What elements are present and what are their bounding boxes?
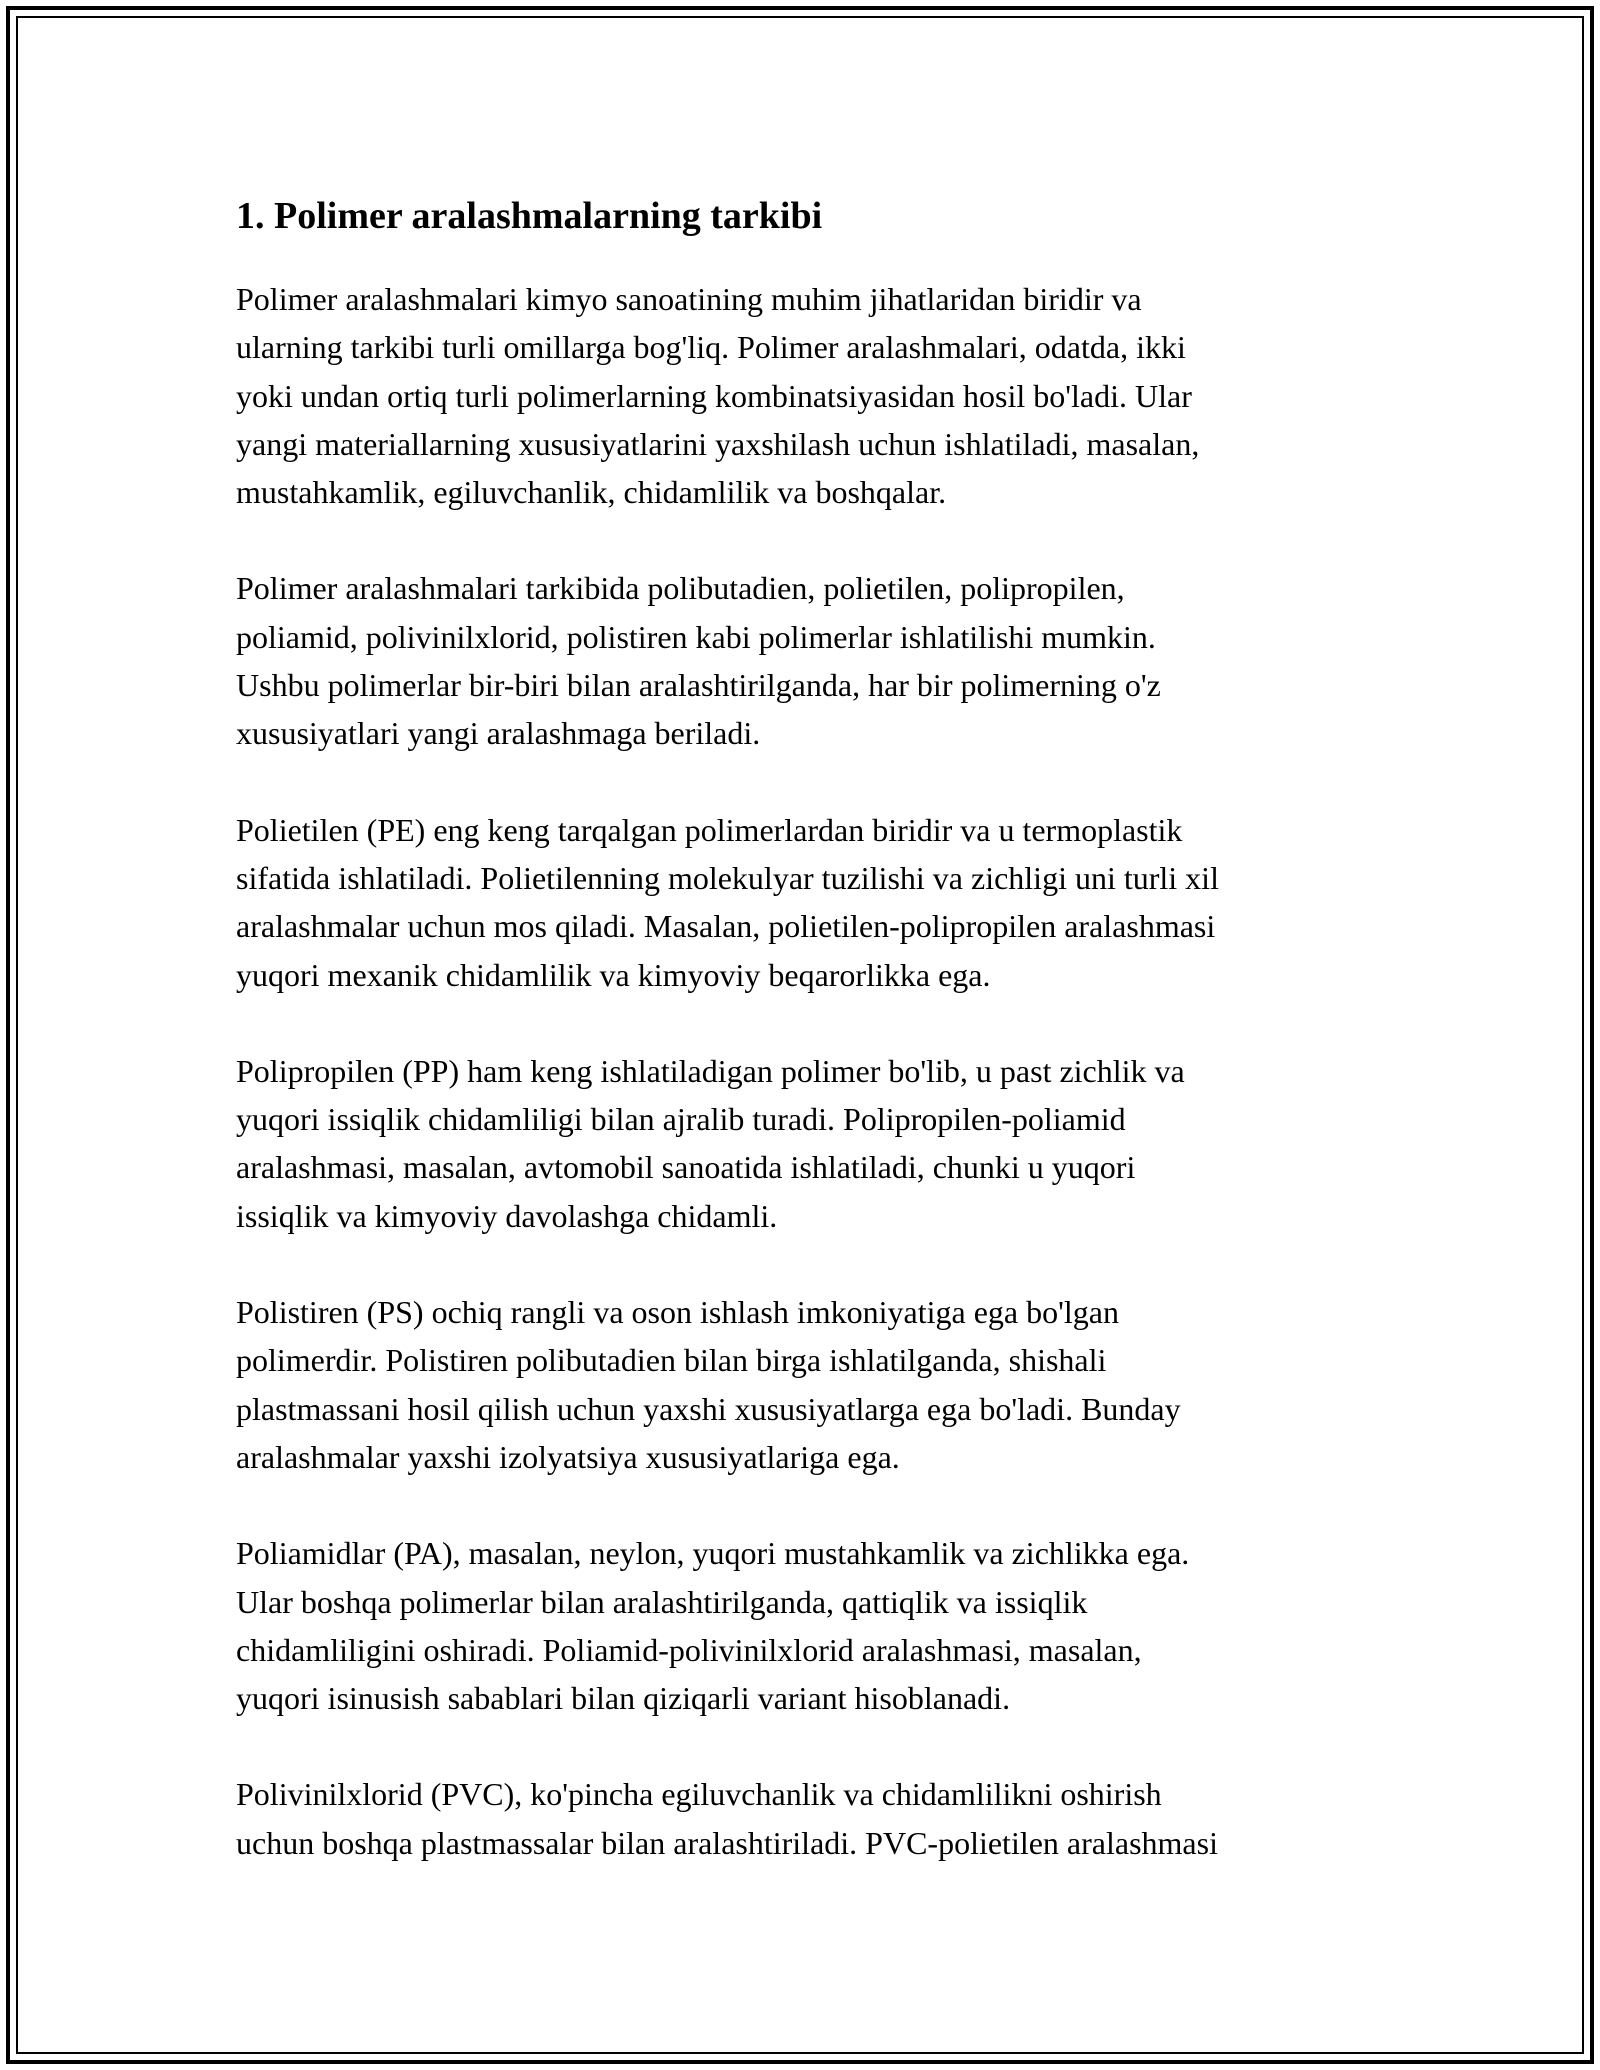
text-line: mustahkamlik, egiluvchanlik, chidamlilik va boshqalar. xyxy=(236,474,947,511)
text-line: yuqori isinusish sabablari bilan qiziqarli variant hisoblanadi. xyxy=(236,1680,1011,1717)
text-line: aralashmalar uchun mos qiladi. Masalan, polietilen-polipropilen aralashmasi xyxy=(236,908,1216,945)
paragraph-polystyrene xyxy=(236,1288,1376,1481)
section-heading: 1. Polimer aralashmalarning tarkibi xyxy=(236,195,823,237)
paragraph-pvc xyxy=(236,1770,1376,1867)
text-line: yuqori mexanik chidamlilik va kimyoviy beqarorlikka ega. xyxy=(236,956,991,993)
text-line: aralashmalar yaxshi izolyatsiya xususiyatlariga ega. xyxy=(236,1438,900,1475)
document-body xyxy=(236,183,1376,1915)
text-line: Ular boshqa polimerlar bilan aralashtirilganda, qattiqlik va issiqlik xyxy=(236,1583,1088,1620)
text-line: Ushbu polimerlar bir-biri bilan aralashtirilganda, har bir polimerning o'z xyxy=(236,667,1161,704)
text-line: ularning tarkibi turli omillarga bog'liq. Polimer aralashmalari, odatda, ikki xyxy=(236,329,1186,366)
text-line: Polietilen (PE) eng keng tarqalgan polimerlardan biridir va u termoplastik xyxy=(236,811,1183,848)
text-line: chidamliligini oshiradi. Poliamid-polivinilxlorid aralashmasi, masalan, xyxy=(236,1631,1142,1668)
text-line: polimerdir. Polistiren polibutadien bilan birga ishlatilganda, shishali xyxy=(236,1342,1107,1379)
text-line: Polistiren (PS) ochiq rangli va oson ishlash imkoniyatiga ega bo'lgan xyxy=(236,1294,1119,1331)
text-line: Polimer aralashmalari tarkibida polibutadien, polietilen, polipropilen, xyxy=(236,570,1125,607)
paragraph-polypropylene xyxy=(236,1047,1376,1240)
text-line: sifatida ishlatiladi. Polietilenning molekulyar tuzilishi va zichligi uni turli xil xyxy=(236,859,1219,896)
text-line: uchun boshqa plastmassalar bilan aralashtiriladi. PVC-polietilen aralashmasi xyxy=(236,1824,1218,1861)
text-line: xususiyatlari yangi aralashmaga beriladi. xyxy=(236,715,761,752)
text-line: poliamid, polivinilxlorid, polistiren kabi polimerlar ishlatilishi mumkin. xyxy=(236,618,1156,655)
text-line: plastmassani hosil qilish uchun yaxshi xususiyatlarga ega bo'ladi. Bunday xyxy=(236,1390,1181,1427)
paragraph-polyethylene xyxy=(236,806,1376,999)
text-line: Polipropilen (PP) ham keng ishlatiladigan polimer bo'lib, u past zichlik va xyxy=(236,1052,1185,1089)
text-line: issiqlik va kimyoviy davolashga chidamli. xyxy=(236,1197,778,1234)
text-line: Polivinilxlorid (PVC), ko'pincha egiluvchanlik va chidamlilikni oshirish xyxy=(236,1776,1162,1813)
paragraph-polymer-types xyxy=(236,564,1376,757)
text-line: yuqori issiqlik chidamliligi bilan ajralib turadi. Polipropilen-poliamid xyxy=(236,1101,1126,1138)
text-line: aralashmasi, masalan, avtomobil sanoatida ishlatiladi, chunki u yuqori xyxy=(236,1149,1136,1186)
text-line: Polimer aralashmalari kimyo sanoatining muhim jihatlaridan biridir va xyxy=(236,281,1142,317)
paragraph-polyamides xyxy=(236,1529,1376,1722)
text-line: yoki undan ortiq turli polimerlarning kombinatsiyasidan hosil bo'ladi. Ular xyxy=(236,377,1192,414)
paragraph-composition-intro xyxy=(236,275,1376,516)
text-line: Poliamidlar (PA), masalan, neylon, yuqori mustahkamlik va zichlikka ega. xyxy=(236,1535,1190,1572)
text-line: yangi materiallarning xususiyatlarini yaxshilash uchun ishlatiladi, masalan, xyxy=(236,425,1200,462)
